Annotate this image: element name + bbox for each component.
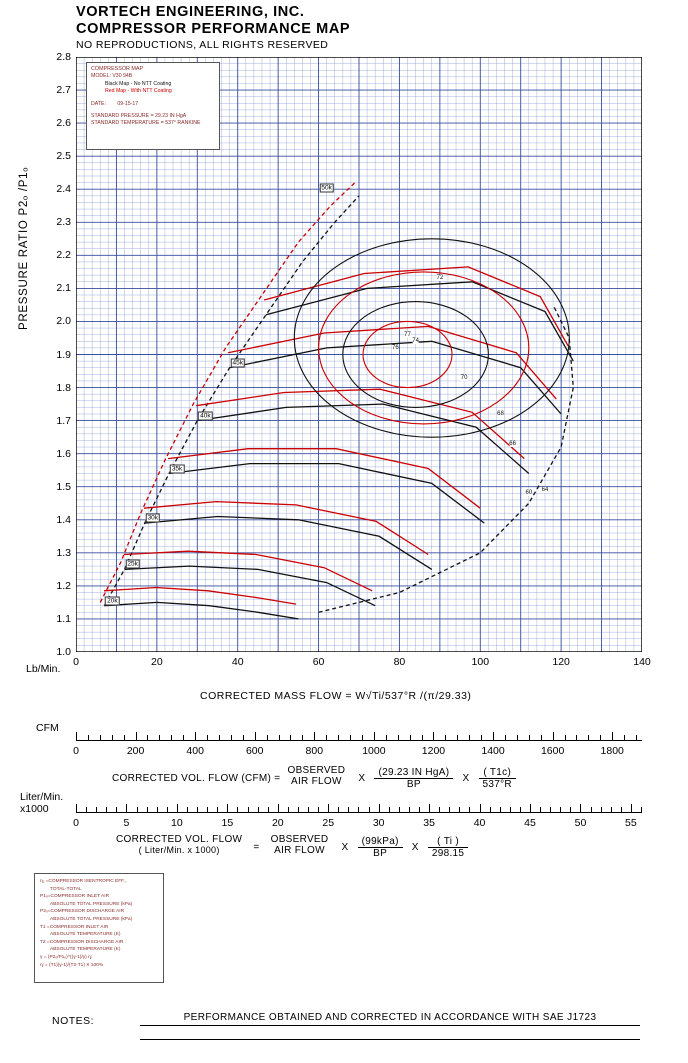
speed-line-label: 30k [147, 514, 159, 522]
x-tick-label: 40 [231, 656, 244, 668]
lpm-frac2-den: 298.15 [431, 847, 465, 859]
x-axis-title: CORRECTED MASS FLOW = W√Ti/537°R /(π/29.33) [200, 690, 472, 702]
efficiency-label: 74 [412, 338, 419, 345]
cfm-equation [112, 765, 516, 790]
compressor-map-plot [56, 51, 651, 668]
speed-line-label: 20k [107, 597, 118, 605]
y-tick-label: 1.3 [56, 546, 71, 559]
lpm-scale-name-1: Liter/Min. [20, 791, 64, 803]
copyright-note: NO REPRODUCTIONS, ALL RIGHTS RESERVED [76, 39, 329, 51]
cfm-eq-prefix: CORRECTED VOL. FLOW (CFM) = [112, 773, 281, 784]
definition-line: ABSOLUTE TEMPERATURE (K) [50, 932, 121, 938]
definition-line: T2 =COMPRESSOR DISCHARGE AIR [40, 939, 124, 945]
legend-model-label: MODEL: [91, 73, 111, 80]
cfm-scale: 0 200 400 600 800 1000 1200 1400 1600 1800 [76, 740, 642, 762]
definition-line: ABSOLUTE TEMPERATURE (K) [50, 947, 121, 953]
lpm-times-2: X [411, 842, 419, 853]
y-tick-label: 2.6 [56, 117, 71, 130]
definitions-box [34, 873, 164, 983]
page-header [76, 4, 350, 52]
lpm-equation [112, 834, 468, 859]
definition-line: TOTAL-TOTAL [50, 886, 82, 892]
speed-line-label: 50k [321, 184, 332, 192]
y-tick-label: 1.9 [56, 348, 71, 361]
legend-std-pressure: STANDARD PRESSURE = 29.23 IN HgA [91, 113, 187, 120]
lpm-frac1-num: (99kPa) [358, 836, 403, 848]
lpm-airflow: AIR FLOW [274, 845, 325, 856]
y-tick-label: 2.8 [56, 51, 71, 63]
definition-line: ηⱼ = (T1)(γ-1)/(T2-T1) X 100% [40, 962, 104, 968]
x-tick-label: 120 [552, 656, 570, 668]
cfm-observed: OBSERVED [287, 765, 346, 776]
speed-line-label: 25k [127, 560, 138, 568]
document-title: COMPRESSOR PERFORMANCE MAP [76, 21, 351, 37]
cfm-frac2-num: ( T1c) [479, 767, 516, 779]
definition-line: P2ₒ=COMPRESSOR DISCHARGE AIR [40, 909, 125, 915]
cfm-times-1: X [358, 773, 366, 784]
lpm-times-1: X [341, 842, 349, 853]
y-tick-label: 1.8 [56, 381, 71, 394]
company-name: VORTECH ENGINEERING, INC. [76, 4, 305, 20]
notes-text: PERFORMANCE OBTAINED AND CORRECTED IN ACCORDANCE WITH SAE J1723 [183, 1012, 597, 1023]
definition-line: T1 =COMPRESSOR INLET AIR [40, 924, 109, 930]
y-tick-label: 2.3 [56, 216, 71, 229]
cfm-frac1-num: (29.23 IN HgA) [374, 767, 453, 779]
y-tick-label: 1.0 [56, 646, 71, 658]
lpm-scale: 0 5 10 15 20 25 30 35 40 45 50 55 [76, 812, 642, 834]
lpm-observed: OBSERVED [270, 834, 329, 845]
x-tick-label: 20 [151, 656, 163, 668]
notes-label: NOTES: [52, 1015, 95, 1027]
cfm-airflow: AIR FLOW [291, 776, 342, 787]
x-tick-label: 0 [73, 656, 79, 668]
efficiency-label: 64 [541, 487, 549, 494]
efficiency-label: 72 [436, 275, 444, 282]
definition-line: P1ₒ=COMPRESSOR INLET AIR [40, 894, 110, 900]
y-tick-label: 2.5 [56, 150, 71, 163]
notes-rule-1 [140, 1025, 640, 1026]
efficiency-label: 68 [497, 411, 504, 417]
x-axis-unit-label: Lb/Min. [26, 663, 61, 675]
x-tick-label: 140 [633, 656, 651, 668]
legend-title: COMPRESSOR MAP [91, 66, 144, 72]
y-tick-label: 1.7 [56, 414, 71, 427]
y-tick-label: 1.5 [56, 480, 71, 493]
legend-black-note: Black Map - No NTT Coating [105, 80, 172, 87]
speed-line-label: 40k [200, 412, 211, 420]
definition-line: ABSOLUTE TOTAL PRESSURE (kPa) [50, 901, 133, 907]
efficiency-label: 76 [392, 344, 399, 351]
lpm-equals: = [253, 842, 260, 853]
definition-line: ABSOLUTE TOTAL PRESSURE (kPa) [50, 916, 133, 922]
lpm-frac1-den: BP [373, 847, 388, 859]
y-tick-label: 1.1 [56, 612, 71, 625]
definition-line: γ = (P2ₒ/P1ₒ)^((γ-1)/γ) ηⱼ [40, 954, 92, 960]
x-tick-label: 80 [393, 656, 406, 668]
definition-line: η₁ =COMPRESSOR ISENTROPIC EFF., [40, 879, 127, 884]
legend-date-label: DATE: [91, 100, 106, 107]
cfm-times-2: X [462, 773, 470, 784]
efficiency-label: 70 [460, 374, 468, 381]
legend-model-value: V30 94B [112, 73, 133, 80]
lpm-scale-name-2: x1000 [20, 803, 49, 815]
cfm-frac2-den: 537°R [482, 778, 512, 790]
efficiency-label: 66 [509, 440, 516, 447]
x-tick-label: 100 [471, 656, 490, 668]
x-tick-label: 60 [312, 656, 325, 668]
legend-date-value: 09-15-17 [117, 100, 139, 107]
y-tick-label: 2.0 [56, 315, 71, 328]
y-tick-label: 2.7 [56, 84, 71, 97]
y-tick-label: 1.6 [56, 447, 71, 460]
speed-line-label: 35k [171, 465, 183, 473]
lpm-frac2-num: ( Ti ) [428, 836, 468, 848]
y-axis-title: PRESSURE RATIO P2ₒ /P1ₒ [18, 166, 30, 330]
y-tick-label: 1.2 [56, 579, 71, 592]
map-legend-box [86, 62, 220, 150]
y-tick-label: 2.1 [56, 282, 71, 295]
speed-line-label: 45k [232, 359, 243, 367]
lpm-eq-sub: ( Liter/Min. x 1000) [138, 845, 220, 855]
y-tick-label: 1.4 [56, 513, 71, 526]
y-tick-label: 2.2 [56, 249, 71, 262]
cfm-frac1-den: BP [406, 778, 421, 790]
notes-rule-2 [140, 1039, 640, 1040]
legend-red-note: Red Map - With NTT Coating [105, 88, 172, 95]
efficiency-label: 60 [525, 490, 533, 497]
lpm-eq-prefix: CORRECTED VOL. FLOW [116, 834, 243, 845]
legend-std-temperature: STANDARD TEMPERATURE = 537° RANKINE [91, 120, 201, 127]
y-tick-label: 2.4 [56, 183, 71, 196]
cfm-scale-name: CFM [36, 722, 59, 734]
efficiency-label: 77 [404, 331, 411, 338]
notes-line [140, 1012, 640, 1040]
